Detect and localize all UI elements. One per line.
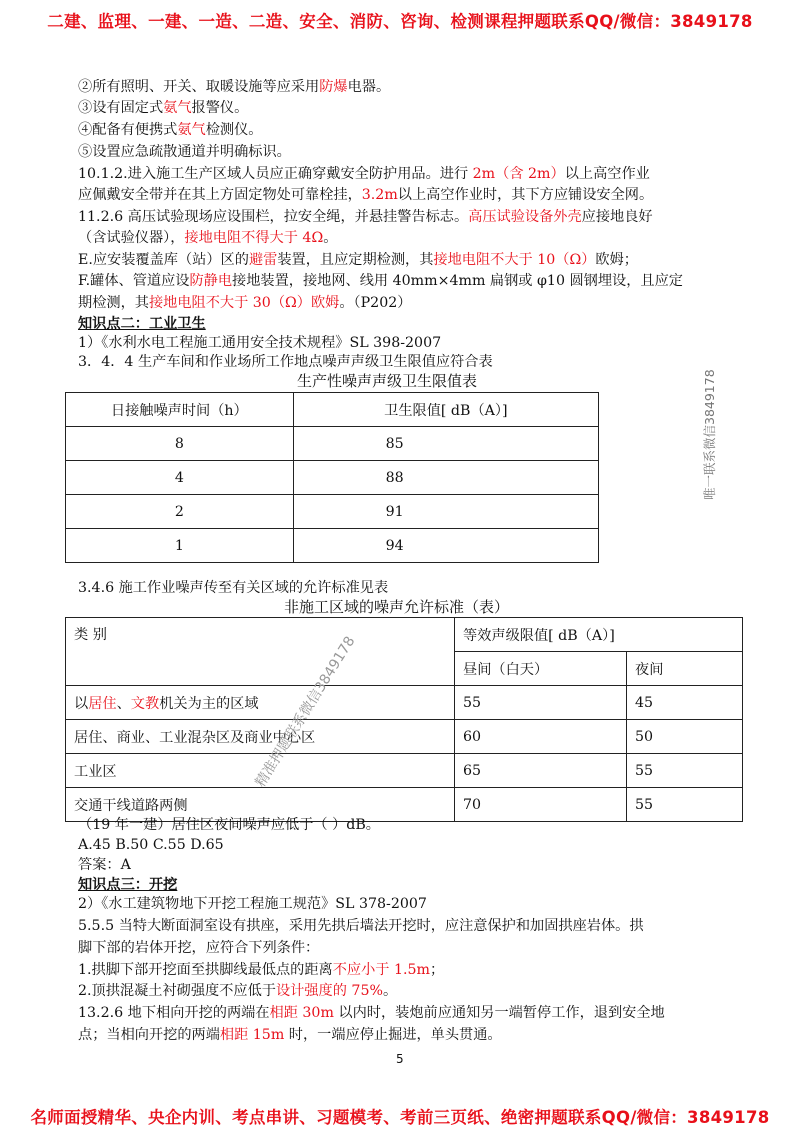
table-header-cell: 日接触噪声时间（h） xyxy=(66,393,294,427)
table-cell: 55 xyxy=(455,686,627,720)
table-row xyxy=(66,427,599,461)
text-line: 13.2.6 地下相向开挖的两端在相距 30m 以内时，装炮前应通知另一端暂停工作，退到安全地 xyxy=(78,1005,665,1021)
table-cell: 以居住、文教机关为主的区域 xyxy=(66,686,455,720)
table-cell: 8 xyxy=(66,427,294,461)
table-cell: 居住、商业、工业混杂区及商业中心区 xyxy=(66,720,455,754)
table-row xyxy=(66,720,743,754)
table-caption: 生产性噪声声级卫生限值表 xyxy=(297,372,478,390)
table-row xyxy=(66,495,599,529)
text-line: ④配备有便携式氨气检测仪。 xyxy=(78,122,263,138)
table-cell: 1 xyxy=(66,529,294,563)
table-cell: 4 xyxy=(66,461,294,495)
section-heading: 知识点三：开挖 xyxy=(78,877,178,893)
text-line: 3．4．4 生产车间和作业场所工作地点噪声声级卫生限值应符合表 xyxy=(78,354,493,370)
table-header-row xyxy=(66,393,599,427)
table-row xyxy=(66,461,599,495)
table-cell: 工业区 xyxy=(66,754,455,788)
answer-text: 答案：A xyxy=(78,857,131,873)
text-line: 10.1.2.进入施工生产区域人员应正确穿戴安全防护用品。进行 2m（含 2m）以上高空作业 xyxy=(78,166,650,182)
text-line: ②所有照明、开关、取暖设施等应采用防爆电器。 xyxy=(78,79,391,95)
table-caption: 非施工区域的噪声允许标准（表） xyxy=(284,598,510,616)
text-line: 2）《水工建筑物地下开挖工程施工规范》SL 378-2007 xyxy=(78,896,427,912)
table-cell: 55 xyxy=(627,754,743,788)
text-line: 5.5.5 当特大断面洞室设有拱座，采用先拱后墙法开挖时，应注意保护和加固拱座岩体。拱 xyxy=(78,918,644,934)
table-cell: 交通干线道路两侧 xyxy=(66,788,455,822)
text-line: ③设有固定式氨气报警仪。 xyxy=(78,100,249,116)
table-header-cell: 等效声级限值[ dB（A）] xyxy=(455,618,743,652)
text-line: F.罐体、管道应设防静电接地装置，接地网、线用 40mm×4mm 扁钢或 φ10 圆钢埋设，且应定 xyxy=(78,273,683,289)
table-cell: 65 xyxy=(455,754,627,788)
diagonal-watermark: 精准押题联系微信3849178 xyxy=(252,633,359,791)
table-header-cell: 类 别 xyxy=(66,618,455,686)
noise-limit-table xyxy=(65,392,599,563)
table-header-cell: 卫生限值[ dB（A）] xyxy=(293,393,598,427)
table-cell: 88 xyxy=(293,461,598,495)
table-header-cell: 昼间（白天） xyxy=(455,652,627,686)
text-line: 1.拱脚下部开挖面至拱脚线最低点的距离不应小于 1.5m； xyxy=(78,962,445,978)
non-construction-noise-table xyxy=(65,617,743,822)
text-line: E.应安装覆盖库（站）区的避雷装置，且应定期检测，其接地电阻不大于 10（Ω）欧姆； xyxy=(78,252,638,268)
section-heading: 知识点二：工业卫生 xyxy=(78,316,206,332)
table-cell: 55 xyxy=(627,788,743,822)
text-line: 11.2.6 高压试验现场应设围栏，拉安全绳，并悬挂警告标志。高压试验设备外壳应接地良好 xyxy=(78,209,653,225)
table-row xyxy=(66,529,599,563)
table-cell: 91 xyxy=(293,495,598,529)
footer-banner: 名师面授精华、央企内训、考点串讲、习题模考、考前三页纸、绝密押题联系QQ/微信：3849178 xyxy=(30,1108,770,1127)
text-line: 2.顶拱混凝土衬砌强度不应低于设计强度的 75%。 xyxy=(78,983,398,999)
text-line: 脚下部的岩体开挖，应符合下列条件： xyxy=(78,940,320,956)
question-options: A.45 B.50 C.55 D.65 xyxy=(78,837,224,853)
table-header-row xyxy=(66,618,743,652)
table-cell: 45 xyxy=(627,686,743,720)
text-line: 1）《水利水电工程施工通用安全技术规程》SL 398-2007 xyxy=(78,335,442,351)
text-line: （含试验仪器），接地电阻不得大于 4Ω。 xyxy=(78,230,338,246)
text-line: ⑤设置应急疏散通道并明确标识。 xyxy=(78,144,291,160)
table-cell: 50 xyxy=(627,720,743,754)
question-text: （19 年一建）居住区夜间噪声应低于（ ）dB。 xyxy=(78,817,380,833)
table-row xyxy=(66,686,743,720)
table-header-cell: 夜间 xyxy=(627,652,743,686)
text-line: 3.4.6 施工作业噪声传至有关区域的允许标准见表 xyxy=(78,580,389,596)
page-number: 5 xyxy=(396,1052,404,1066)
table-cell: 94 xyxy=(293,529,598,563)
table-cell: 85 xyxy=(293,427,598,461)
text-line: 应佩戴安全带并在其上方固定物处可靠栓挂，3.2m以上高空作业时，其下方应铺设安全网。 xyxy=(78,187,654,203)
table-cell: 70 xyxy=(455,788,627,822)
side-watermark: 唯一联系微信3849178 xyxy=(702,369,717,500)
table-row xyxy=(66,754,743,788)
header-banner: 二建、监理、一建、一造、二造、安全、消防、咨询、检测课程押题联系QQ/微信：3849178 xyxy=(47,12,753,31)
text-line: 期检测，其接地电阻不大于 30（Ω）欧姆。（P202） xyxy=(78,295,412,311)
table-cell: 60 xyxy=(455,720,627,754)
table-cell: 2 xyxy=(66,495,294,529)
text-line: 点；当相向开挖的两端相距 15m 时，一端应停止掘进，单头贯通。 xyxy=(78,1027,502,1043)
